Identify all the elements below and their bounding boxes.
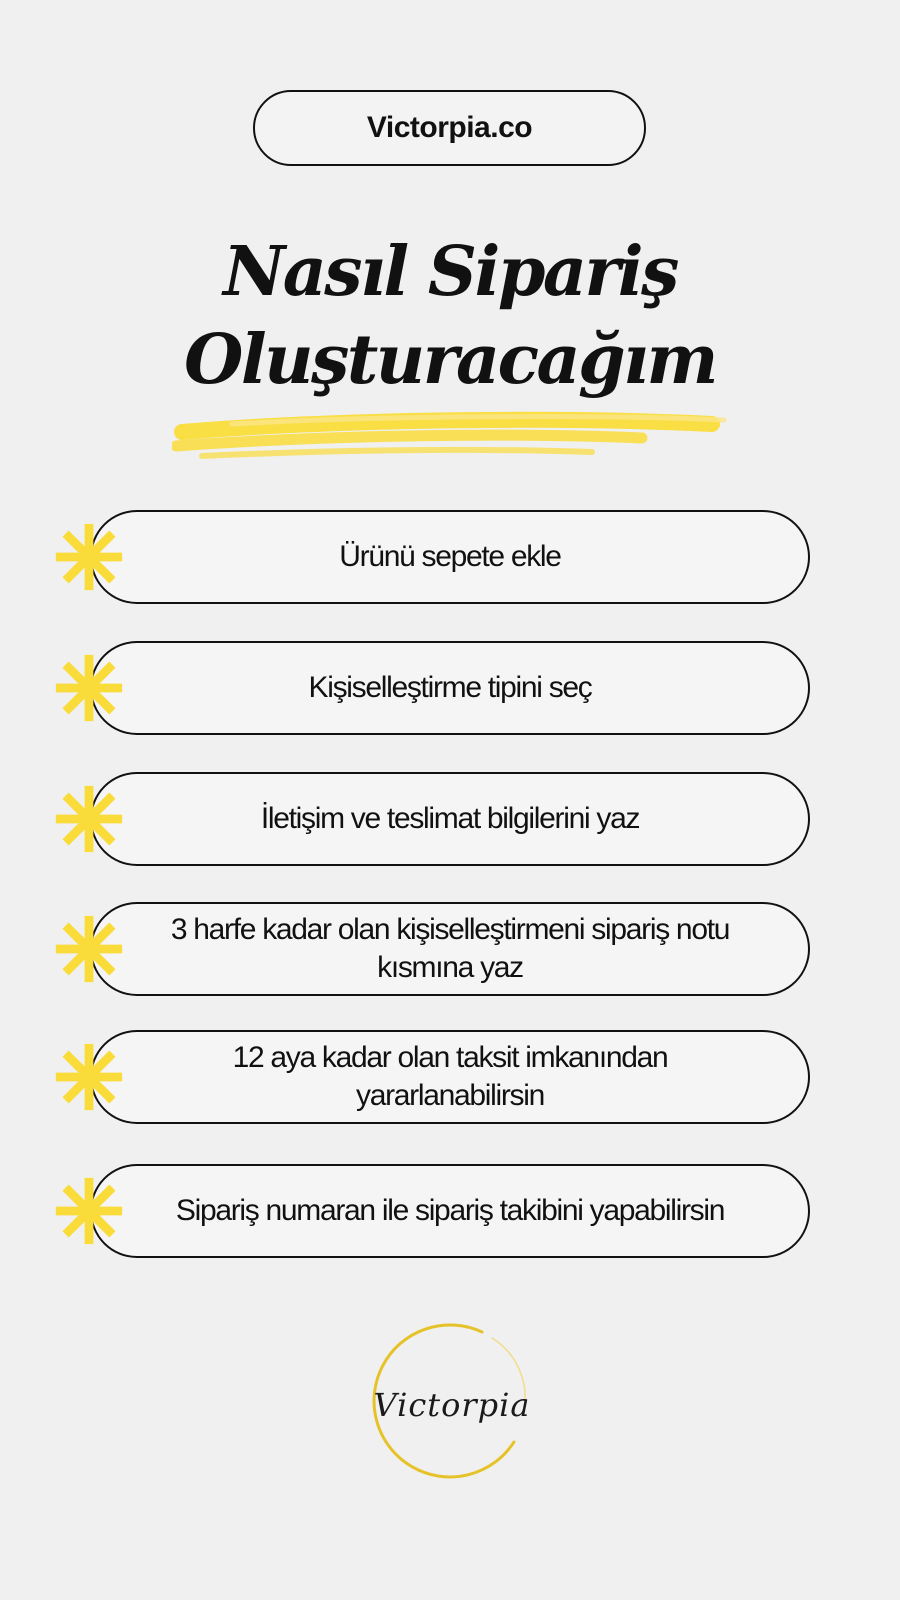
- step-5: [90, 1030, 810, 1124]
- step-1-text: Ürünü sepete ekle: [339, 540, 561, 573]
- brand-pill: [253, 90, 646, 166]
- page-title-line2: Oluşturacağım: [184, 320, 716, 400]
- logo-wordmark: Victorpia: [373, 1386, 531, 1424]
- asterisk-icon: [50, 1172, 128, 1250]
- brand-label: Victorpia.co: [366, 111, 533, 144]
- asterisk-icon: [50, 780, 128, 858]
- step-1: [90, 510, 810, 604]
- step-4: [90, 902, 810, 996]
- step-3: [90, 772, 810, 866]
- step-3-text: İletişim ve teslimat bilgilerini yaz: [260, 802, 640, 835]
- brush-stroke-underline: [172, 410, 728, 470]
- step-2-text: Kişiselleştirme tipini seç: [308, 671, 592, 704]
- page-title: [0, 228, 900, 404]
- page-title-line1: Nasıl Sipariş: [223, 232, 677, 312]
- step-6: [90, 1164, 810, 1258]
- step-6-text: Sipariş numaran ile sipariş takibini yapabilirsin: [175, 1194, 725, 1227]
- step-2: [90, 641, 810, 735]
- step-4-text: 3 harfe kadar olan kişiselleştirmeni sipariş notu kısmına yaz: [170, 913, 730, 984]
- asterisk-icon: [50, 649, 128, 727]
- asterisk-icon: [50, 518, 128, 596]
- step-5-text: 12 aya kadar olan taksit imkanından yararlanabilirsin: [232, 1041, 668, 1112]
- asterisk-icon: [50, 910, 128, 988]
- victorpia-logo: [364, 1318, 540, 1488]
- asterisk-icon: [50, 1038, 128, 1116]
